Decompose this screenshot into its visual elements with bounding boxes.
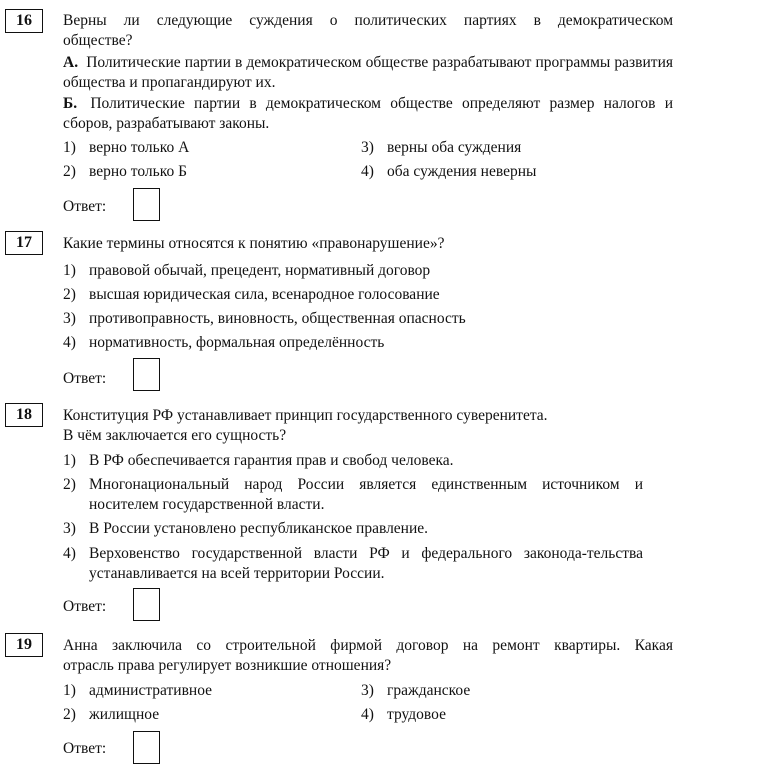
answer-label: Ответ: [63,370,107,387]
statement-a-text: Политические партии в демократическом обществе разрабатывают программы развития общества и пропагандируют их. [63,54,673,91]
option-4 [361,162,536,182]
question-text [63,234,673,254]
option-2 [63,162,187,182]
option-1 [63,138,189,158]
option-2 [63,705,159,725]
question-line: обществе? [63,32,133,49]
statement-b-text: Политические партии в демократическом обществе определяют размер налогов и сборов, разрабатывают законы. [63,95,674,132]
statement-b [63,94,673,134]
question-line: Верны ли следующие суждения о политических партиях в демократическом [63,12,673,29]
task-number: 19 [5,633,43,657]
option-text: Верховенство государственной власти РФ и федерального законода-тельства устанавливается на всей территории России. [89,545,643,582]
option-number: 2) [63,286,76,303]
option-number: 3) [63,520,76,537]
option-number: 1) [63,262,76,279]
option-1 [63,681,212,701]
option-text: Многонациональный народ России является единственным источником и носителем государственной власти. [89,476,643,513]
option-1 [63,451,643,471]
option-number: 1) [63,452,76,469]
task-number: 18 [5,403,43,427]
answer-box[interactable] [133,188,160,221]
option-1 [63,261,430,281]
question-line: Какие термины относятся к понятию «правонарушение»? [63,235,445,252]
option-text: высшая юридическая сила, всенародное голосование [89,286,440,303]
answer-box[interactable] [133,731,160,764]
task-number: 17 [5,231,43,255]
option-text: верно только Б [89,163,187,180]
option-number: 1) [63,139,76,156]
statement-a [63,53,673,93]
statement-b-label: Б. [63,95,78,112]
option-text: В России установлено республиканское правление. [89,520,429,537]
option-number: 4) [63,545,76,562]
option-number: 3) [361,682,374,699]
option-text: трудовое [387,706,446,723]
option-text: В РФ обеспечивается гарантия прав и свобод человека. [89,452,454,469]
answer-label: Ответ: [63,598,107,615]
question-line: В чём заключается его сущность? [63,427,287,444]
option-3 [63,309,466,329]
option-text: гражданское [387,682,471,699]
option-number: 4) [63,334,76,351]
option-text: нормативность, формальная определённость [89,334,385,351]
answer-label: Ответ: [63,740,107,757]
question-line: отрасль права регулирует возникшие отношения? [63,657,392,674]
option-2 [63,475,643,515]
option-number: 4) [361,163,374,180]
answer-label: Ответ: [63,198,107,215]
option-number: 3) [63,310,76,327]
option-3 [361,138,521,158]
option-4 [63,544,643,584]
option-text: верно только А [89,139,190,156]
question-text [63,406,673,446]
option-3 [63,519,643,539]
option-text: оба суждения неверны [387,163,537,180]
option-text: правовой обычай, прецедент, нормативный договор [89,262,431,279]
option-4 [63,333,384,353]
option-3 [361,681,470,701]
option-text: жилищное [89,706,160,723]
option-text: верны оба суждения [387,139,522,156]
option-number: 1) [63,682,76,699]
option-number: 2) [63,706,76,723]
option-4 [361,705,446,725]
option-number: 2) [63,476,76,493]
option-2 [63,285,440,305]
question-text [63,636,673,676]
option-number: 2) [63,163,76,180]
option-text: административное [89,682,213,699]
question-line: Анна заключила со строительной фирмой договор на ремонт квартиры. Какая [63,637,673,654]
option-number: 4) [361,706,374,723]
question-text [63,11,673,51]
task-number: 16 [5,9,43,33]
question-line: Конституция РФ устанавливает принцип государственного суверенитета. [63,407,548,424]
option-number: 3) [361,139,374,156]
option-text: противоправность, виновность, общественная опасность [89,310,466,327]
statement-a-label: А. [63,54,79,71]
answer-box[interactable] [133,358,160,391]
answer-box[interactable] [133,588,160,621]
